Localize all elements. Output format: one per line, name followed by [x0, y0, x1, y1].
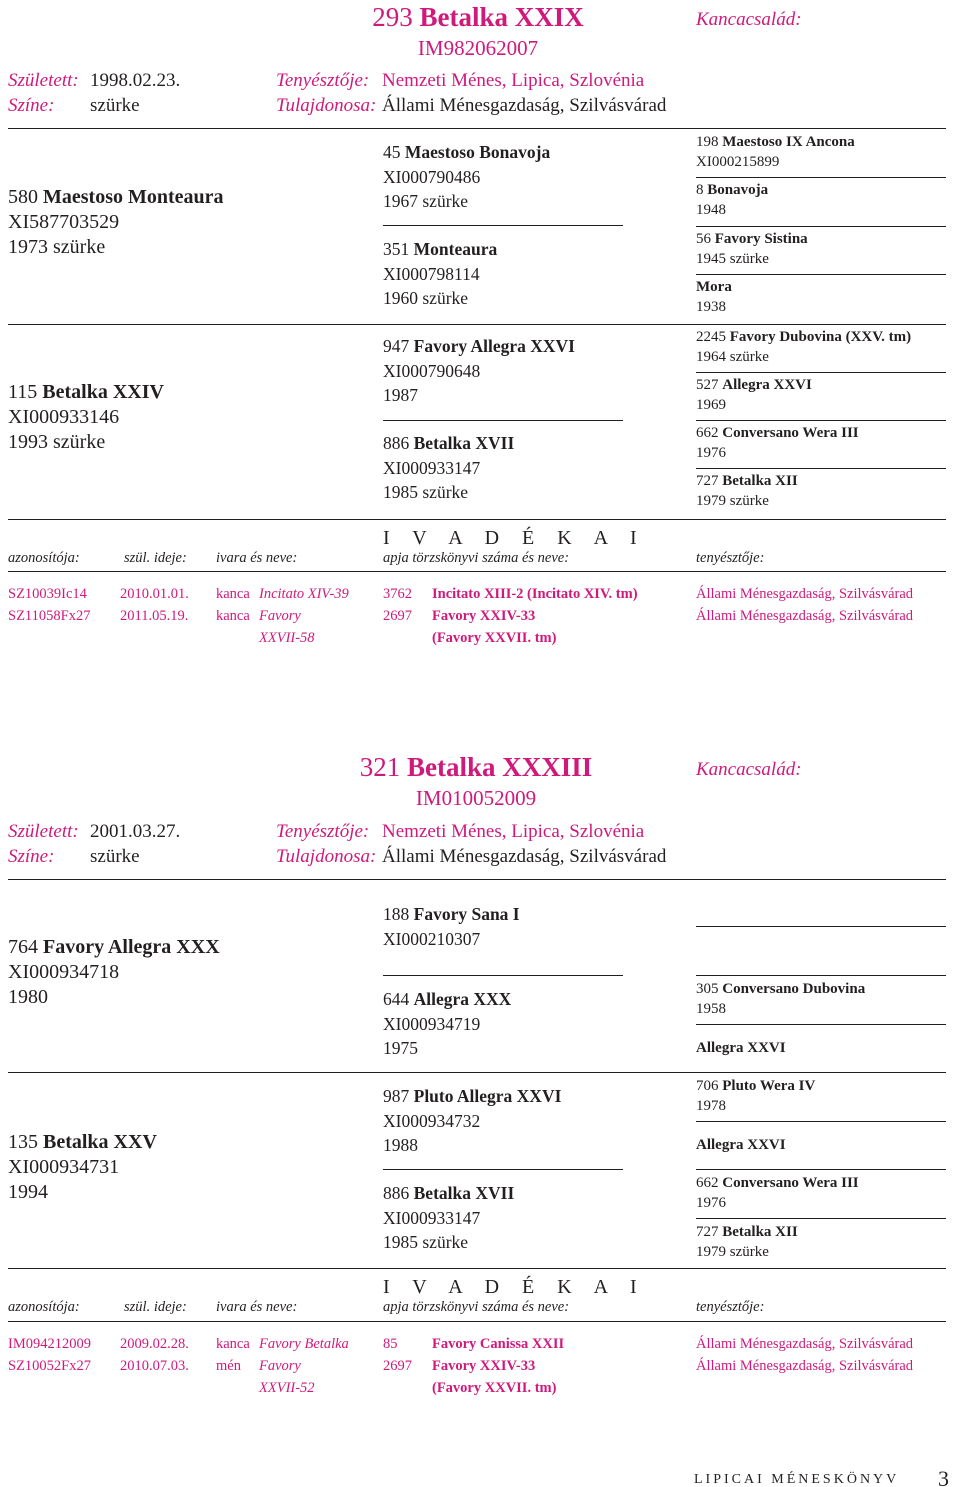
- great-grandparent: 727 Betalka XII 1979 szürke: [696, 473, 798, 509]
- great-grandparent: 527 Allegra XXVI 1969: [696, 377, 812, 413]
- header-sire: apja törzskönyvi száma és neve:: [383, 550, 570, 566]
- great-grandparent: Allegra XXVI: [696, 1040, 786, 1056]
- breeder-value: Nemzeti Ménes, Lipica, Szlovénia: [382, 821, 645, 842]
- header-date: szül. ideje:: [124, 1299, 187, 1315]
- owner-value: Állami Ménesgazdaság, Szilvásvárad: [382, 846, 667, 867]
- divider: [8, 128, 946, 129]
- header-date: szül. ideje:: [124, 550, 187, 566]
- divider: [8, 324, 946, 325]
- divider: [696, 1121, 946, 1122]
- divider: [383, 975, 623, 976]
- divider: [8, 1072, 946, 1073]
- sire: 580 Maestoso Monteaura XI587703529 1973 szürke: [8, 186, 224, 258]
- divider: [8, 519, 946, 520]
- divider: [696, 177, 946, 178]
- family-label: Kancacsalád:: [696, 9, 802, 30]
- header-breeder: tenyésztője:: [696, 550, 765, 566]
- great-grandparent: 706 Pluto Wera IV 1978: [696, 1078, 816, 1114]
- horse-name: Betalka XXXIII: [406, 752, 593, 782]
- header-id: azonosítója:: [8, 1299, 80, 1315]
- divider: [383, 1169, 623, 1170]
- color-value: szürke: [90, 846, 140, 867]
- divider: [696, 468, 946, 469]
- great-grandparent: 662 Conversano Wera III 1976: [696, 1175, 859, 1211]
- color-label: Színe:: [8, 95, 55, 116]
- divider: [696, 372, 946, 373]
- great-grandparent: 8 Bonavoja 1948: [696, 182, 769, 218]
- great-grandparent: 662 Conversano Wera III 1976: [696, 425, 859, 461]
- breeder-value: Nemzeti Ménes, Lipica, Szlovénia: [382, 70, 645, 91]
- offspring-title: I V A D É K A I: [383, 1276, 646, 1298]
- grandparent: 45 Maestoso Bonavoja XI000790486 1967 szürke: [383, 142, 551, 211]
- horse-reg: IM982062007: [417, 36, 539, 60]
- header-sire: apja törzskönyvi száma és neve:: [383, 1299, 570, 1315]
- offspring-title: I V A D É K A I: [383, 527, 646, 549]
- great-grandparent: 198 Maestoso IX Ancona XI000215899: [696, 134, 855, 170]
- divider: [8, 571, 946, 572]
- divider: [383, 420, 623, 421]
- dam: 135 Betalka XXV XI000934731 1994: [8, 1131, 157, 1203]
- breeder-label: Tenyésztője:: [276, 821, 370, 842]
- color-value: szürke: [90, 95, 140, 116]
- born-label: Született:: [8, 70, 79, 91]
- great-grandparent: Allegra XXVI: [696, 1137, 786, 1153]
- great-grandparent: 2245 Favory Dubovina (XXV. tm) 1964 szürke: [696, 329, 912, 365]
- sire: 764 Favory Allegra XXX XI000934718 1980: [8, 936, 220, 1008]
- grandparent: 947 Favory Allegra XXVI XI000790648 1987: [383, 336, 575, 405]
- divider: [383, 225, 623, 226]
- header-sex: ivara és neve:: [216, 550, 298, 566]
- great-grandparent: Mora 1938: [696, 279, 732, 315]
- breeder-label: Tenyésztője:: [276, 70, 370, 91]
- horse-title: [340, 752, 612, 782]
- divider: [8, 1268, 946, 1269]
- divider: [696, 1024, 946, 1025]
- divider: [696, 226, 946, 227]
- divider: [696, 926, 946, 927]
- divider: [696, 1218, 946, 1219]
- family-label: Kancacsalád:: [696, 759, 802, 780]
- divider: [8, 879, 946, 880]
- divider: [696, 420, 946, 421]
- dam: 115 Betalka XXIV XI000933146 1993 szürke: [8, 381, 164, 453]
- header-sex: ivara és neve:: [216, 1299, 298, 1315]
- great-grandparent: 727 Betalka XII 1979 szürke: [696, 1224, 798, 1260]
- running-footer: LIPICAI MÉNESKÖNYV: [694, 1472, 900, 1487]
- divider: [8, 1321, 946, 1322]
- grandparent: 886 Betalka XVII XI000933147 1985 szürke: [383, 433, 515, 502]
- header-breeder: tenyésztője:: [696, 1299, 765, 1315]
- divider: [696, 1169, 946, 1170]
- great-grandparent: 305 Conversano Dubovina 1958: [696, 981, 866, 1017]
- horse-number: 293: [372, 2, 413, 32]
- color-label: Színe:: [8, 846, 55, 867]
- born-date: 1998.02.23.: [90, 70, 181, 91]
- grandparent: 644 Allegra XXX XI000934719 1975: [383, 989, 512, 1058]
- grandparent: 351 Monteaura XI000798114 1960 szürke: [383, 239, 498, 308]
- horse-title: [360, 2, 596, 32]
- divider: [696, 274, 946, 275]
- header-id: azonosítója:: [8, 550, 80, 566]
- horse-number: 321: [359, 752, 401, 782]
- owner-label: Tulajdonosa:: [276, 95, 377, 116]
- born-label: Született:: [8, 821, 79, 842]
- page-number: 3: [938, 1466, 949, 1487]
- grandparent: 188 Favory Sana I XI000210307: [383, 904, 520, 949]
- owner-value: Állami Ménesgazdaság, Szilvásvárad: [382, 95, 667, 116]
- divider: [696, 975, 946, 976]
- great-grandparent: 56 Favory Sistina 1945 szürke: [696, 231, 808, 267]
- owner-label: Tulajdonosa:: [276, 846, 377, 867]
- horse-reg: IM010052009: [415, 786, 537, 810]
- horse-name: Betalka XXIX: [419, 2, 584, 32]
- grandparent: 886 Betalka XVII XI000933147 1985 szürke: [383, 1183, 515, 1252]
- born-date: 2001.03.27.: [90, 821, 181, 842]
- grandparent: 987 Pluto Allegra XXVI XI000934732 1988: [383, 1086, 562, 1155]
